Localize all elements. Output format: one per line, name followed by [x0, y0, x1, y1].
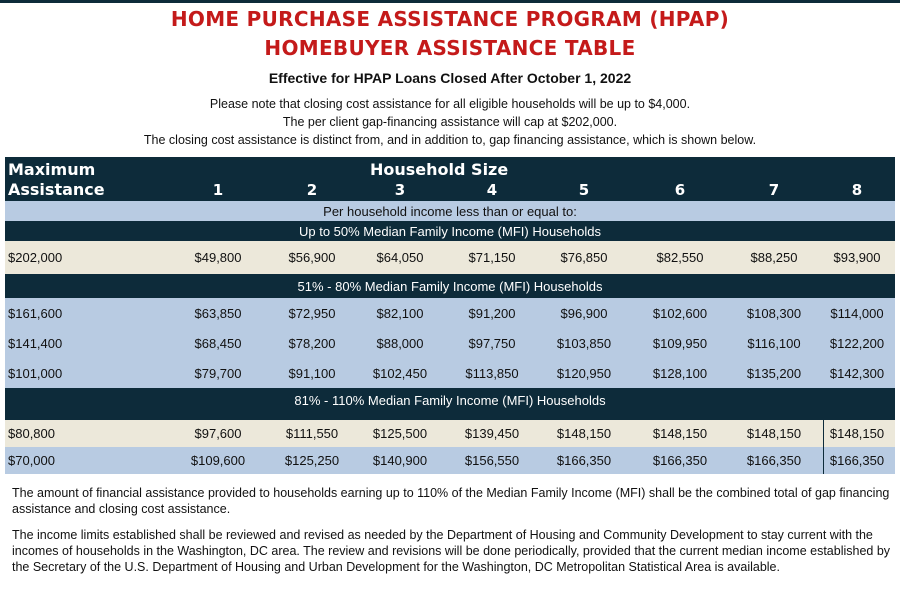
- footer-note-2: The income limits established shall be reviewed and revised as needed by the Department of Housing and Community Development to stay current with the incomes of households in the Washington, DC area. The review and revisions will be done periodically, provided that the current median income established by the Secretary of the U.S. Department of Housing and Urban Development for the Washington, DC Metropolitan Statistical Area is available.: [12, 528, 891, 574]
- income-limit-cell: $97,600: [194, 426, 242, 441]
- section-header: [5, 388, 895, 420]
- household-size-label: Household Size: [370, 160, 509, 179]
- household-size-2: 2: [306, 181, 318, 199]
- income-limit-cell: $76,850: [560, 250, 608, 265]
- income-limit-cell: $109,600: [190, 453, 246, 468]
- household-size-7: 7: [768, 181, 780, 199]
- income-limit-cell: $120,950: [556, 365, 612, 381]
- max-assistance-cell: $161,600: [8, 305, 63, 321]
- income-limit-cell: $97,750: [468, 335, 516, 351]
- table-row: [5, 358, 895, 388]
- section-label: 51% - 80% Median Family Income (MFI) Households: [297, 279, 603, 294]
- income-limit-cell: $91,100: [288, 365, 336, 381]
- household-size-1: 1: [212, 181, 224, 199]
- income-limit-cell: $111,550: [285, 426, 339, 441]
- income-limit-cell: $125,250: [284, 453, 340, 468]
- income-limit-cell: $82,550: [656, 250, 704, 265]
- income-limit-cell: $128,100: [652, 365, 708, 381]
- income-limit-cell: $82,100: [376, 305, 424, 321]
- income-limit-cell: $148,150: [746, 426, 802, 441]
- corner-label-assistance: Assistance: [8, 180, 105, 199]
- income-limit-cell: $108,300: [746, 305, 802, 321]
- income-limit-cell: $122,200: [829, 335, 885, 351]
- income-limit-cell: $72,950: [288, 305, 336, 321]
- income-limit-cell: $125,500: [372, 426, 428, 441]
- income-limit-cell: $114,000: [830, 305, 884, 321]
- title-line-2: HOMEBUYER ASSISTANCE TABLE: [264, 36, 636, 60]
- income-limit-cell: $102,450: [372, 365, 428, 381]
- note-closing-cost: Please note that closing cost assistance for all eligible households will be up to $4,000.: [209, 97, 691, 111]
- section-label: 81% - 110% Median Family Income (MFI) Households: [294, 393, 606, 408]
- table-row: [5, 328, 895, 358]
- section-header: [5, 274, 895, 298]
- income-note: Per household income less than or equal to:: [323, 204, 577, 219]
- max-assistance-cell: $141,400: [8, 335, 63, 351]
- income-limit-cell: $116,100: [747, 335, 801, 351]
- household-size-3: 3: [394, 181, 406, 199]
- table-header: [5, 157, 895, 201]
- income-limit-cell: $140,900: [372, 453, 428, 468]
- table-row: [5, 447, 895, 474]
- income-limit-cell: $142,300: [829, 365, 885, 381]
- income-limit-cell: $63,850: [194, 305, 242, 321]
- income-limit-cell: $71,150: [468, 250, 516, 265]
- section-header: [5, 221, 895, 241]
- section-label: Up to 50% Median Family Income (MFI) Households: [298, 224, 601, 239]
- max-assistance-cell: $202,000: [8, 250, 63, 265]
- income-limit-cell: $88,000: [376, 335, 424, 351]
- income-limit-cell: $166,350: [556, 453, 612, 468]
- income-limit-cell: $148,150: [829, 426, 885, 441]
- income-limit-cell: $148,150: [556, 426, 612, 441]
- income-limit-cell: $91,200: [468, 305, 516, 321]
- income-limit-cell: $78,200: [288, 335, 336, 351]
- table-row: [5, 298, 895, 328]
- income-limit-cell: $68,450: [194, 335, 242, 351]
- max-assistance-cell: $101,000: [8, 365, 63, 381]
- income-limit-cell: $166,350: [746, 453, 802, 468]
- income-limit-cell: $93,900: [833, 250, 881, 265]
- income-limit-cell: $64,050: [376, 250, 424, 265]
- income-limit-cell: $109,950: [652, 335, 708, 351]
- income-limit-cell: $103,850: [556, 335, 612, 351]
- income-limit-cell: $139,450: [464, 426, 520, 441]
- note-distinct: The closing cost assistance is distinct from, and in addition to, gap financing assistance, which is shown below.: [143, 133, 757, 147]
- household-size-4: 4: [486, 181, 498, 199]
- top-border: [0, 0, 900, 3]
- table-row: [5, 420, 895, 447]
- income-limit-cell: $56,900: [288, 250, 336, 265]
- title-line-1: HOME PURCHASE ASSISTANCE PROGRAM (HPAP): [170, 7, 730, 31]
- income-limit-cell: $166,350: [652, 453, 708, 468]
- income-limit-cell: $156,550: [464, 453, 520, 468]
- footer-note-1: The amount of financial assistance provided to households earning up to 110% of the Median Family Income (MFI) shall be the combined total of gap financing assistance and closing cost assistance.: [12, 486, 890, 516]
- income-limit-cell: $49,800: [194, 250, 242, 265]
- income-limit-cell: $102,600: [652, 305, 708, 321]
- column-divider: [823, 420, 824, 474]
- note-gap-cap: The per client gap-financing assistance will cap at $202,000.: [282, 115, 618, 129]
- household-size-5: 5: [578, 181, 590, 199]
- income-limit-cell: $79,700: [194, 365, 242, 381]
- income-limit-cell: $166,350: [829, 453, 885, 468]
- household-size-8: 8: [851, 181, 863, 199]
- effective-date: Effective for HPAP Loans Closed After October 1, 2022: [268, 70, 632, 86]
- income-limit-cell: $88,250: [750, 250, 798, 265]
- income-note-row: [5, 201, 895, 221]
- income-limit-cell: $113,850: [465, 365, 519, 381]
- income-limit-cell: $135,200: [746, 365, 802, 381]
- max-assistance-cell: $70,000: [8, 453, 55, 468]
- income-limit-cell: $96,900: [560, 305, 608, 321]
- table-row: [5, 241, 895, 274]
- income-limit-cell: $148,150: [652, 426, 708, 441]
- max-assistance-cell: $80,800: [8, 426, 55, 441]
- corner-label-maximum: Maximum: [8, 160, 96, 179]
- household-size-6: 6: [674, 181, 686, 199]
